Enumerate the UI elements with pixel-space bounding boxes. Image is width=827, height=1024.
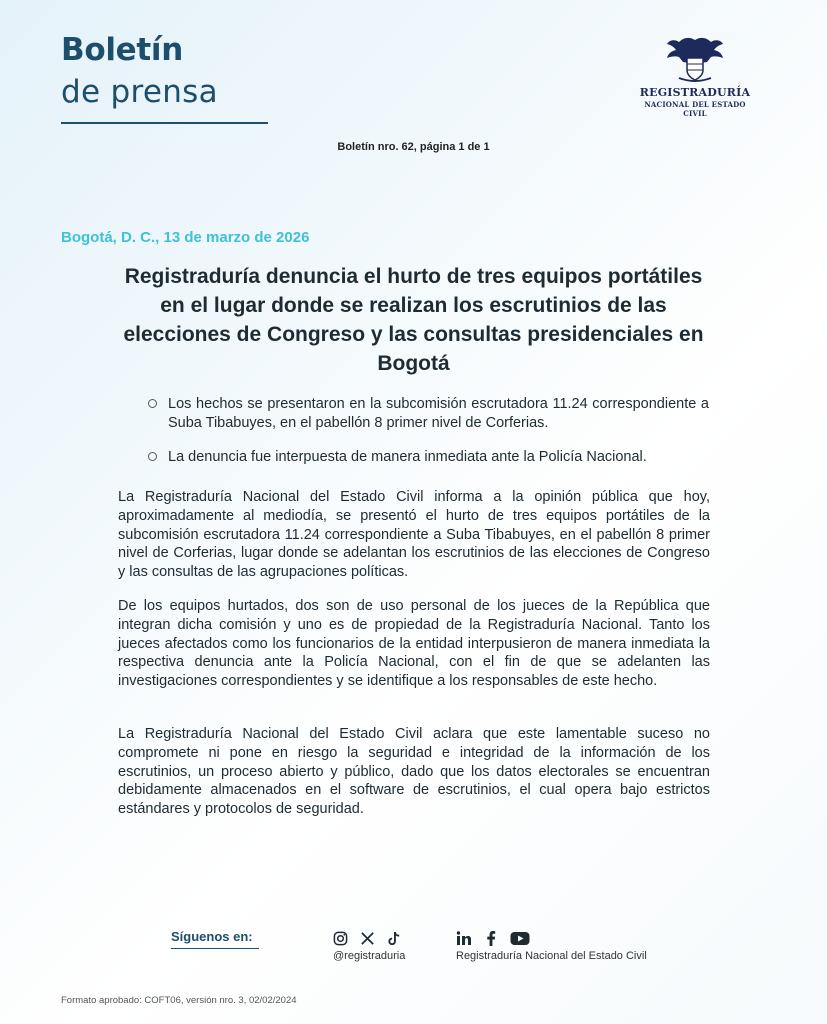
- logo-text-sub: NACIONAL DEL ESTADO CIVIL: [644, 100, 746, 118]
- body-paragraph-2: De los equipos hurtados, dos son de uso personal de los jueces de la República que integran dicha comisión y uno es de propiedad de la Registraduría Nacional. Tanto los jueces afectados como los funcionarios de la entidad interpusieron de manera inmediata la respectiva denuncia ante la Policía Nacional, con el fin de que se adelanten las investigaciones correspondientes y se identifique a los responsables de este hecho.: [118, 598, 710, 690]
- circle-bullet-icon: [148, 452, 157, 461]
- logo-text-main: REGISTRADURÍA: [639, 86, 751, 99]
- headline: Registraduría denuncia el hurto de tres equipos portátiles en el lugar donde se realizan los escrutinios de las elecciones de Congreso y las consultas presidenciales en Bogotá: [123, 265, 704, 375]
- facebook-icon[interactable]: [486, 931, 496, 946]
- dateline: Bogotá, D. C., 13 de marzo de 2026: [61, 229, 310, 246]
- bulletin-number: Boletín nro. 62, página 1 de 1: [337, 141, 490, 153]
- summary-bullets: [146, 395, 709, 482]
- follow-us-label: Síguenos en:: [171, 929, 253, 944]
- organization-name: Registraduría Nacional del Estado Civil: [456, 950, 647, 962]
- body-paragraph-3: La Registraduría Nacional del Estado Civil aclara que este lamentable suceso no compromete ni pone en riesgo la seguridad e integridad de la información de los escrutinios, un proceso abierto y público, dado que los datos electorales se encuentran debidamente almacenados en el software de escrutinios, el cual opera bajo estrictos estándares y protocolos de seguridad.: [118, 726, 710, 818]
- youtube-icon[interactable]: [510, 931, 530, 946]
- bullet-item: [146, 395, 709, 433]
- press-title-light: de prensa: [61, 74, 218, 110]
- body-paragraph-1: La Registraduría Nacional del Estado Civil informa a la opinión pública que hoy, aproximadamente al mediodía, se presentó el hurto de tres equipos portátiles de la subcomisión escrutadora 11.24 correspondiente a Suba Tibabuyes, en el pabellón 8 primer nivel de Corferias, lugar donde se adelantan los escrutinios de las elecciones de Congreso y las consultas de las agrupaciones políticas.: [118, 489, 710, 581]
- bullet-text: Los hechos se presentaron en la subcomisión escrutadora 11.24 correspondiente a Suba Tibabuyes, en el pabellón 8 primer nivel de Corferias.: [168, 396, 709, 431]
- registraduria-logo: [636, 34, 754, 118]
- instagram-icon[interactable]: [333, 931, 348, 946]
- tiktok-icon[interactable]: [387, 931, 401, 946]
- format-footer: Formato aprobado: COFT06, versión nro. 3, 02/02/2024: [61, 995, 297, 1006]
- social-icons-group-2: [456, 931, 530, 946]
- bullet-item: [146, 448, 709, 467]
- coat-of-arms-icon: [665, 34, 725, 84]
- circle-bullet-icon: [148, 399, 157, 408]
- follow-underline: [171, 948, 259, 949]
- social-handle[interactable]: @registraduria: [333, 950, 406, 962]
- linkedin-icon[interactable]: [456, 931, 472, 946]
- title-underline: [61, 122, 268, 124]
- bullet-text: La denuncia fue interpuesta de manera inmediata ante la Policía Nacional.: [168, 449, 647, 465]
- press-title-bold: Boletín: [61, 32, 183, 68]
- social-icons-group-1: [333, 931, 401, 946]
- x-icon[interactable]: [360, 931, 375, 946]
